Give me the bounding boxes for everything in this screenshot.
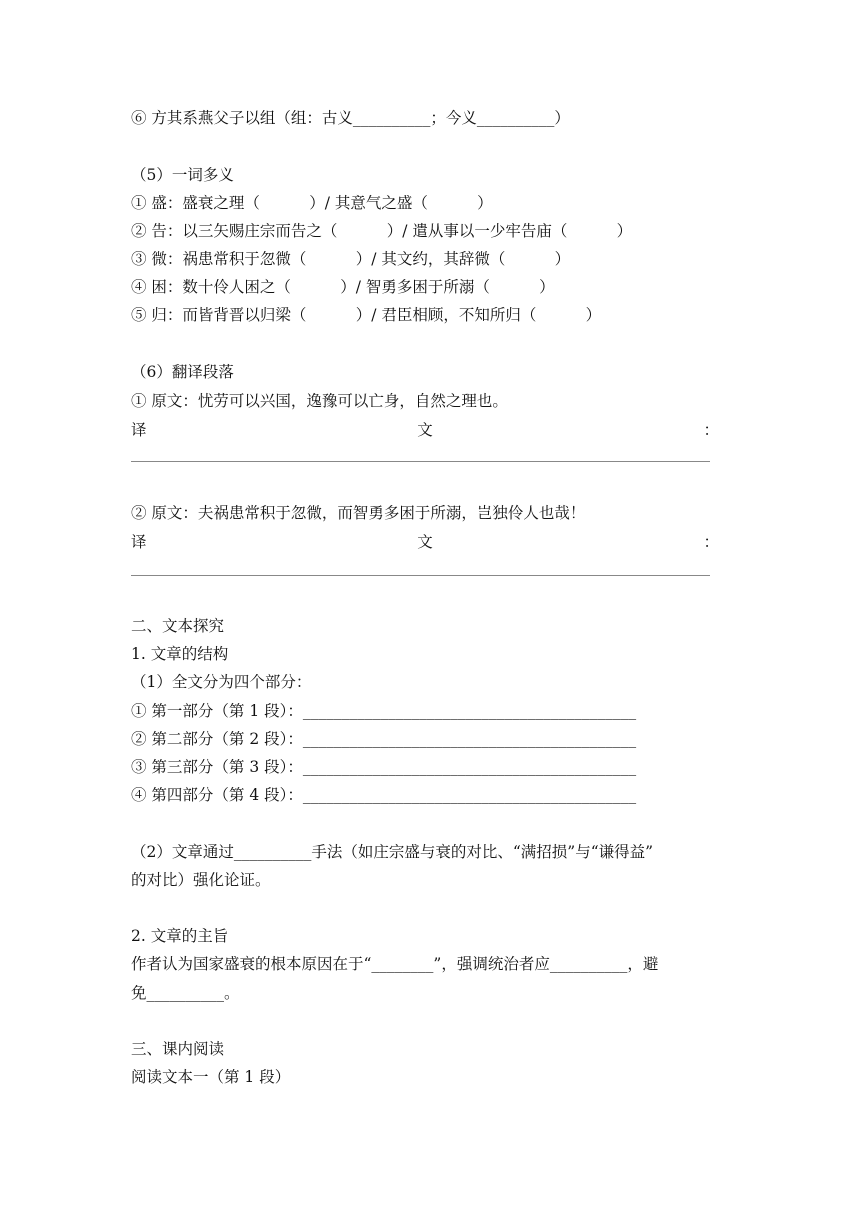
translation-source-1: ① 原文：忧劳可以兴国，逸豫可以亡身，自然之理也。 <box>131 392 508 410</box>
polysemy-item-5: ⑤ 归：而皆背晋以归梁（ ）/ 君臣相顾，不知所归（ ） <box>131 306 602 324</box>
section-heading-polysemy: （5）一词多义 <box>131 166 234 184</box>
structure-part-3: ③ 第三部分（第 3 段）：___________________________________________ <box>131 758 637 776</box>
subheading-structure: 1. 文章的结构 <box>131 645 229 663</box>
structure-part-1: ① 第一部分（第 1 段）：___________________________________________ <box>131 702 637 720</box>
translation-label-char: 文 <box>417 421 433 439</box>
polysemy-item-3: ③ 微：祸患常积于忽微（ ）/ 其文约，其辞微（ ） <box>131 250 571 268</box>
structure-part-4: ④ 第四部分（第 4 段）：___________________________________________ <box>131 786 637 804</box>
fill-in-item-6: ⑥ 方其系燕父子以组（组：古义__________；今义__________） <box>131 109 570 127</box>
translation-label-colon: ： <box>703 533 719 551</box>
translation-label-row-1 <box>131 420 719 440</box>
part-heading-text-inquiry: 二、文本探究 <box>131 617 225 635</box>
polysemy-item-1: ① 盛：盛衰之理（ ）/ 其意气之盛（ ） <box>131 194 493 212</box>
theme-line-2: 免__________。 <box>131 984 240 1002</box>
translation-label-char: 译 <box>131 421 147 439</box>
translation-source-2: ② 原文：夫祸患常积于忽微，而智勇多困于所溺，岂独伶人也哉！ <box>131 504 586 522</box>
translation-label-char: 文 <box>417 533 433 551</box>
subheading-theme: 2. 文章的主旨 <box>131 927 229 945</box>
structure-part-2: ② 第二部分（第 2 段）：___________________________________________ <box>131 730 637 748</box>
translation-label-char: 译 <box>131 533 147 551</box>
reading-text-one: 阅读文本一（第 1 段） <box>131 1068 291 1086</box>
theme-line-1: 作者认为国家盛衰的根本原因在于“________”，强调统治者应__________，避 <box>131 955 659 973</box>
translation-answer-line-1[interactable] <box>131 461 710 462</box>
translation-label-row-2 <box>131 532 719 552</box>
translation-answer-line-2[interactable] <box>131 575 710 576</box>
translation-label-colon: ： <box>703 421 719 439</box>
part-heading-reading: 三、课内阅读 <box>131 1040 225 1058</box>
polysemy-item-4: ④ 困：数十伶人困之（ ）/ 智勇多困于所溺（ ） <box>131 278 555 296</box>
question-contrast-line-2: 的对比）强化论证。 <box>131 871 271 889</box>
polysemy-item-2: ② 告：以三矢赐庄宗而告之（ ）/ 遣从事以一少牢告庙（ ） <box>131 222 633 240</box>
question-four-parts: （1）全文分为四个部分： <box>131 673 312 691</box>
question-contrast-line-1: （2）文章通过__________手法（如庄宗盛与衰的对比、“满招损”与“谦得益” <box>131 843 654 861</box>
section-heading-translation: （6）翻译段落 <box>131 363 234 381</box>
